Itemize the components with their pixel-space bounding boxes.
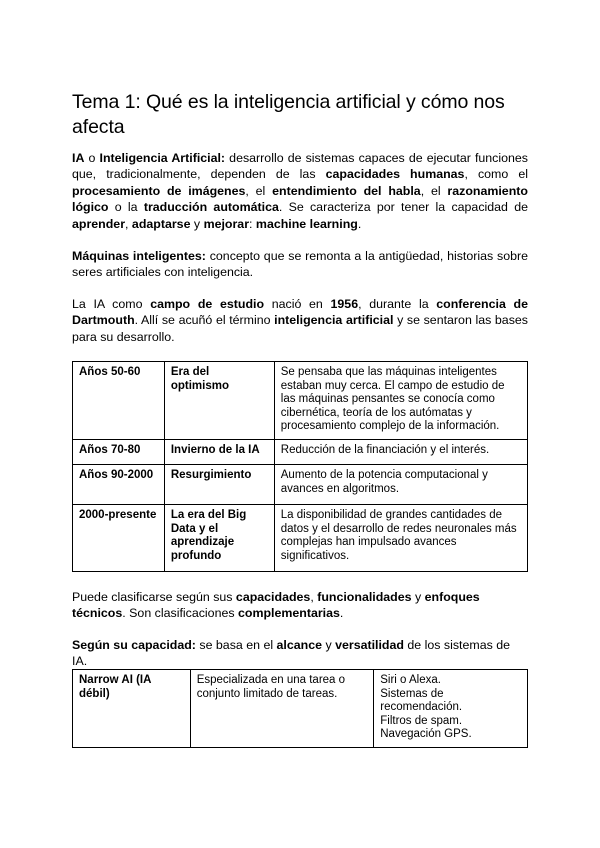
capacity-example: Filtros de spam. [380,714,463,727]
table-row [73,440,528,465]
capacity-examples [374,670,528,748]
capacity-example: Sistemas de recomendación. [380,687,463,714]
capacity-desc: Especializada en una tarea o conjunto limitado de tareas. [190,670,374,748]
history-desc: Aumento de la potencia computacional y avances en algoritmos. [274,465,527,505]
history-period: Años 50-60 [73,362,165,440]
history-name: Era del optimismo [164,362,274,440]
history-period: Años 90-2000 [73,465,165,505]
table-row [73,465,528,505]
history-desc: Reducción de la financiación y el interés. [274,440,527,465]
table-row [73,670,528,748]
classify-paragraph: Puede clasificarse según sus capacidades, funcionalidades y enfoques técnicos. Son clasificaciones complementarias. [72,590,480,621]
history-period: 2000-presente [73,505,165,572]
history-name: Resurgimiento [164,465,274,505]
history-desc: La disponibilidad de grandes cantidades de datos y el desarrollo de redes neuronales más complejas han impulsado avances significativos. [274,505,527,572]
intro-paragraph: IA o Inteligencia Artificial: desarrollo de sistemas capaces de ejecutar funciones que, tradicionalmente, dependen de las capacidades humanas, como el procesamiento de imágenes, el entendimiento del habla, el razonamiento lógico o la traducción automática. Se caracteriza por tener la capacidad de aprender, adaptarse y mejorar: machine learning. [72,151,528,231]
table-row [73,505,528,572]
capacity-paragraph: Según su capacidad: se basa en el alcance y versatilidad de los sistemas de IA. [72,638,511,669]
origin-paragraph: La IA como campo de estudio nació en 1956, durante la conferencia de Dartmouth. Allí se acuñó el término inteligencia artificial y se sentaron las bases para su desarrollo. [72,297,528,344]
history-name: La era del Big Data y el aprendizaje profundo [164,505,274,572]
capacity-type: Narrow AI (IA débil) [73,670,191,748]
capacity-table [72,669,528,748]
capacity-example: Siri o Alexa. [380,674,441,686]
machines-paragraph: Máquinas inteligentes: concepto que se remonta a la antigüedad, historias sobre seres artificiales con inteligencia. [72,249,529,280]
page-title: Tema 1: Qué es la inteligencia artificial y cómo nos afecta [72,91,505,138]
history-table [72,361,528,572]
history-name: Invierno de la IA [164,440,274,465]
history-desc: Se pensaba que las máquinas inteligentes estaban muy cerca. El campo de estudio de las máquinas pensantes se conocía como cibernética, teoría de los autómatas y procesamiento complejo de la información. [274,362,527,440]
history-period: Años 70-80 [73,440,165,465]
capacity-example: Navegación GPS. [380,728,472,741]
table-row [73,362,528,440]
